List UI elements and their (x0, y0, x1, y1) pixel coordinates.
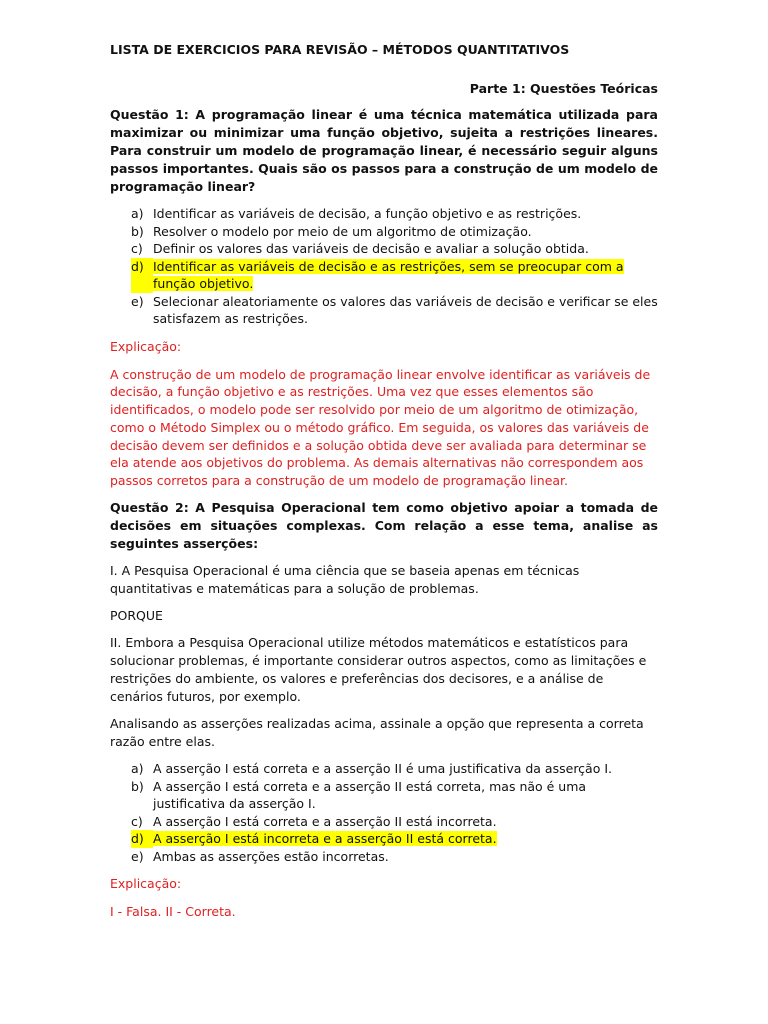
porque-label: PORQUE (110, 608, 163, 624)
option-c: c) Definir os valores das variáveis de decisão e avaliar a solução obtida. (110, 240, 658, 258)
option-d-highlighted: d) Identificar as variáveis de decisão e as restrições, sem se preocupar com a função objetivo. (131, 258, 624, 291)
question-1-explanation: A construção de um modelo de programação linear envolve identificar as variáveis de decisão, a função objetivo e as restrições. Uma vez que esses elementos são identificados, o modelo pode ser resolvido por meio de um algoritmo de otimização, como o Método Simplex ou o método gráfico. Em seguida, os valores das variáveis de decisão devem ser definidos e a solução obtida deve ser avaliada para determinar se ela atende aos objetivos do problema. As demais alternativas não correspondem aos passos corretos para a construção de um modelo de programação linear. (110, 366, 651, 489)
option-text: A asserção I está correta e a asserção II está incorreta. (153, 813, 497, 829)
assertion-2: II. Embora a Pesquisa Operacional utilize métodos matemáticos e estatísticos para solucionar problemas, é importante considerar outros aspectos, como as limitações e restrições do ambiente, os valores e preferências dos decisores, e a análise de cenários futuros, por exemplo. (110, 635, 647, 705)
option-b: b) Resolver o modelo por meio de um algoritmo de otimização. (110, 223, 658, 241)
explanation-label: Explicação: (110, 876, 182, 892)
option-text: Identificar as variáveis de decisão, a função objetivo e as restrições. (153, 206, 582, 221)
option-text: Identificar as variáveis de decisão e as restrições, sem se preocupar com a função objetivo. (153, 258, 624, 291)
option-text: Ambas as asserções estão incorretas. (153, 848, 389, 864)
question-2-explanation: I - Falsa. II - Correta. (110, 904, 236, 920)
question-2-prompt: Analisando as asserções realizadas acima, assinale a opção que representa a correta razão entre elas. (110, 716, 644, 750)
option-a: a) Identificar as variáveis de decisão, a função objetivo e as restrições. (110, 205, 658, 223)
question-2-options (110, 760, 658, 865)
option-e: e) Selecionar aleatoriamente os valores das variáveis de decisão e verificar se eles satisfazem as restrições. (131, 293, 658, 326)
explanation-label: Explicação: (110, 338, 182, 354)
assertion-1: I. A Pesquisa Operacional é uma ciência que se baseia apenas em técnicas quantitativas e matemáticas para a solução de problemas. (110, 563, 580, 597)
question-2-text: Questão 2: A Pesquisa Operacional tem como objetivo apoiar a tomada de decisões em situações complexas. Com relação a esse tema, analise as seguintes asserções: (110, 500, 658, 552)
option-b: b) A asserção I está correta e a asserção II está correta, mas não é uma justificativa da asserção I. (110, 778, 658, 813)
option-c: c) A asserção I está correta e a asserção II está incorreta. (110, 813, 658, 831)
option-e: e) Ambas as asserções estão incorretas. (110, 848, 658, 866)
part-heading: Parte 1: Questões Teóricas (469, 81, 658, 96)
option-text: A asserção I está incorreta e a asserção II está correta. (153, 831, 497, 847)
document-page (110, 42, 658, 930)
option-text: A asserção I está correta e a asserção II é uma justificativa da asserção I. (153, 761, 612, 777)
question-1-options (110, 205, 658, 328)
option-a: a) A asserção I está correta e a asserção II é uma justificativa da asserção I. (110, 760, 658, 778)
option-text: Selecionar aleatoriamente os valores das variáveis de decisão e verificar se eles satisfazem as restrições. (153, 293, 658, 326)
document-title: LISTA DE EXERCICIOS PARA REVISÃO – MÉTODOS QUANTITATIVOS (110, 42, 570, 57)
question-1-text: Questão 1: A programação linear é uma técnica matemática utilizada para maximizar ou minimizar uma função objetivo, sujeita a restrições lineares. Para construir um modelo de programação linear, é necessário seguir alguns passos importantes. Quais são os passos para a construção de um modelo de programação linear? (110, 107, 658, 194)
option-d-highlighted: d) A asserção I está incorreta e a asserção II está correta. (131, 831, 497, 847)
option-text: Definir os valores das variáveis de decisão e avaliar a solução obtida. (153, 241, 589, 256)
option-text: A asserção I está correta e a asserção II está correta, mas não é uma justificativa da asserção I. (153, 778, 587, 812)
option-text: Resolver o modelo por meio de um algoritmo de otimização. (153, 223, 532, 239)
